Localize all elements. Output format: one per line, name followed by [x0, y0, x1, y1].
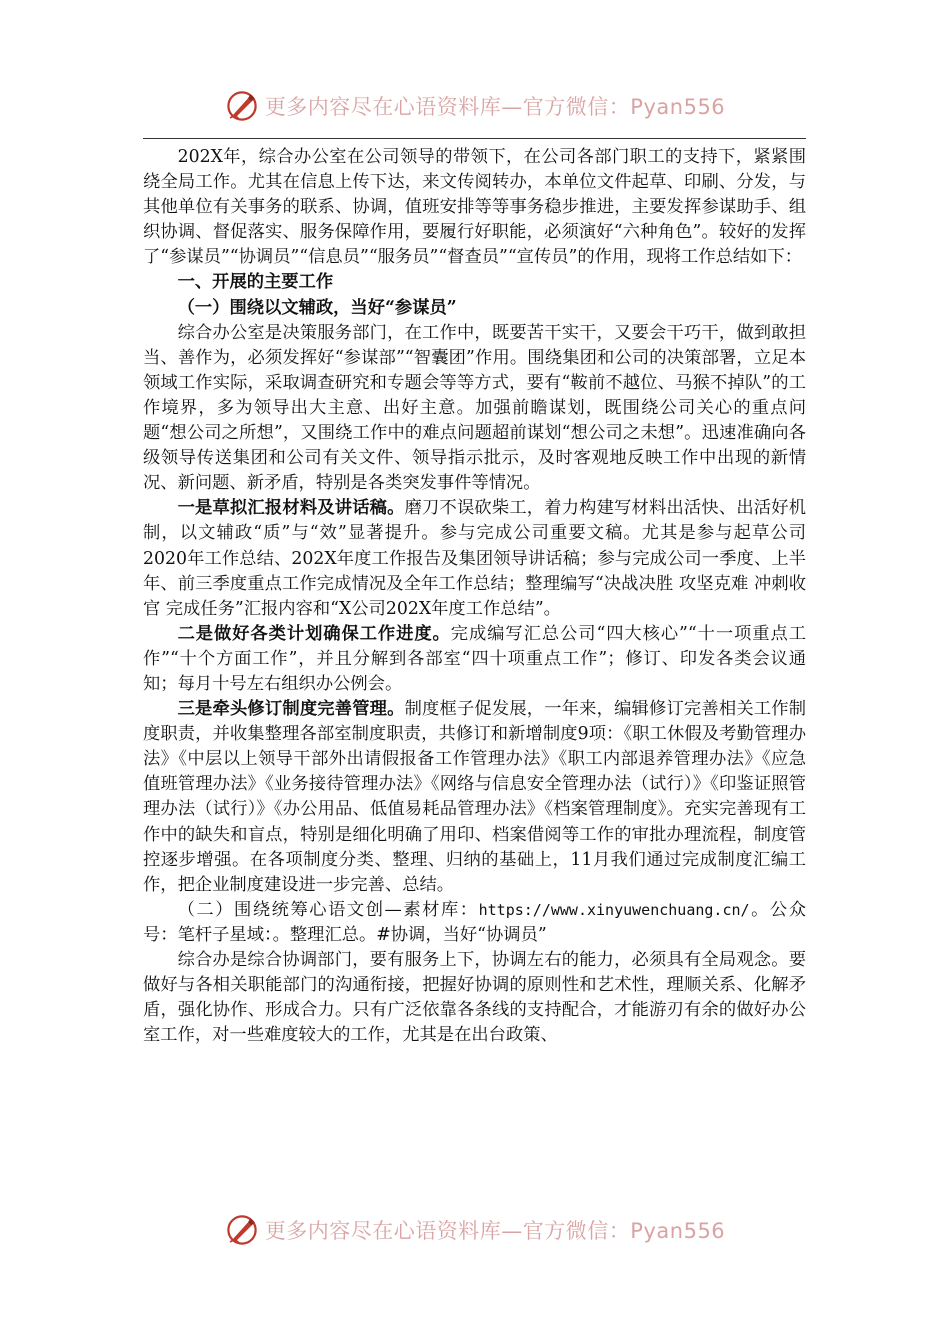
- footer-banner-text: 更多内容尽在心语资料库—官方微信：Pyan556: [264, 1219, 726, 1243]
- item-lead: 二是做好各类计划确保工作进度。: [177, 623, 451, 644]
- subsection-text-a: （二）围绕统筹心语文创—素材库：: [177, 899, 479, 920]
- item-paragraph: [143, 622, 806, 697]
- document-body: [143, 145, 806, 1048]
- subsection-heading-2: [143, 898, 806, 948]
- pen-circle-logo-icon: [225, 1213, 259, 1247]
- item-text: 制度框子促发展，一年来，编辑修订完善相关工作制度职责，并收集整理各部室制度职责，共修订和新增制度9项：《职工休假及考勤管理办法》《中层以上领导干部外出请假报备工作管理办法》《职工内部退养管理办法》《应急值班管理办法》《业务接待管理办法》《网络与信息安全管理办法（试行）》《印鉴证照管理办法（试行）》《办公用品、低值易耗品管理办法》《档案管理制度》。充实完善现有工作中的缺失和盲点，特别是细化明确了用印、档案借阅等工作的审批办理流程，制度管控逐步增强。在各项制度分类、整理、归纳的基础上，11月我们通过完成制度汇编工作，把企业制度建设进一步完善、总结。: [143, 699, 806, 895]
- header-banner-text: 更多内容尽在心语资料库—官方微信：Pyan556: [264, 95, 726, 119]
- source-url: https://www.xinyuwenchuang.cn/: [478, 900, 750, 919]
- item-paragraph: [143, 496, 806, 621]
- intro-paragraph: 202X年，综合办公室在公司领导的带领下，在公司各部门职工的支持下，紧紧围绕全局工作。尤其在信息上传下达，来文传阅转办，本单位文件起草、印刷、分发，与其他单位有关事务的联系、协调，值班安排等等事务稳步推进，主要发挥参谋助手、组织协调、督促落实、服务保障作用，要履行好职能，必须演好“六种角色”。较好的发挥了“参谋员”“协调员”“信息员”“服务员”“督查员”“宣传员”的作用，现将工作总结如下：: [143, 147, 806, 268]
- header-divider: [143, 138, 806, 139]
- subsection-text-b: 。公众号：笔杆子星域：。整理汇总。#协调，当好“协调员”: [143, 899, 806, 945]
- footer-banner: [0, 1208, 950, 1252]
- item-paragraph: [143, 697, 806, 898]
- item-lead: 一是草拟汇报材料及讲话稿。: [177, 498, 405, 519]
- item-text: 完成编写汇总公司“四大核心”“十一项重点工作”“十个方面工作”，并且分解到各部室“四十项重点工作”；修订、印发各类会议通知；每月十号左右组织办公例会。: [143, 623, 806, 694]
- body-paragraph: 综合办公室是决策服务部门，在工作中，既要苦干实干，又要会干巧干，做到敢担当、善作为，必须发挥好“参谋部”“智囊团”作用。围绕集团和公司的决策部署，立足本领域工作实际，采取调查研究和专题会等等方式，要有“鞍前不越位、马猴不掉队”的工作境界，多为领导出大主意、出好主意。加强前瞻谋划，既围绕公司关心的重点问题“想公司之所想”，又围绕工作中的难点问题超前谋划“想公司之未想”。迅速准确向各级领导传送集团和公司有关文件、领导指示批示，及时客观地反映工作中出现的新情况、新问题、新矛盾，特别是各类突发事件等情况。: [143, 322, 806, 494]
- item-text: 磨刀不误砍柴工，着力构建写材料出活快、出活好机制，以文辅政“质”与“效”显著提升。参与完成公司重要文稿。尤其是参与起草公司2020年工作总结、202X年度工作报告及集团领导讲话稿；参与完成公司一季度、上半年、前三季度重点工作完成情况及全年工作总结；整理编写“决战决胜 攻坚克难 冲刺收官 完成任务”汇报内容和“X公司202X年度工作总结”。: [143, 498, 806, 619]
- header-banner: [0, 84, 950, 128]
- section-heading: 一、开展的主要工作: [177, 272, 334, 293]
- item-lead: 三是牵头修订制度完善管理。: [177, 699, 405, 720]
- subsection-heading: （一）围绕以文辅政，当好“参谋员”: [177, 297, 457, 318]
- body-paragraph: 综合办是综合协调部门，要有服务上下，协调左右的能力，必须具有全局观念。要做好与各相关职能部门的沟通衔接，把握好协调的原则性和艺术性，理顺关系、化解矛盾，强化协作、形成合力。只有广泛依靠各条线的支持配合，才能游刃有余的做好办公室工作，对一些难度较大的工作，尤其是在出台政策、: [143, 950, 806, 1046]
- pen-circle-logo-icon: [225, 89, 259, 123]
